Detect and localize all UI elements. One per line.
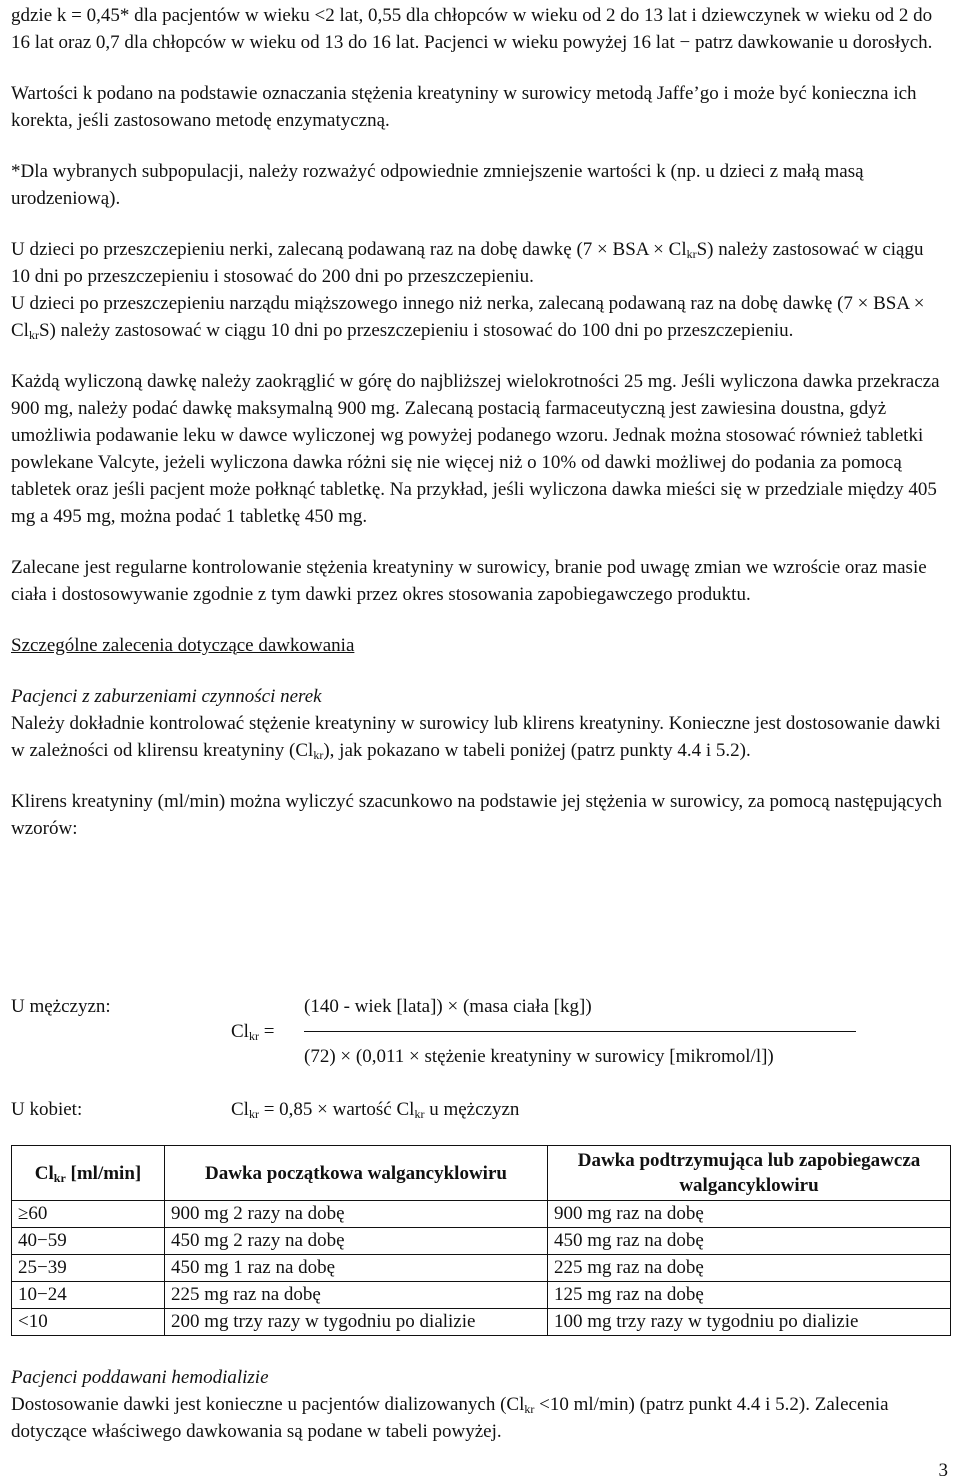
renal-heading: Pacjenci z zaburzeniami czynności nerek <box>11 686 322 707</box>
cell-clearance: <10 <box>12 1309 165 1336</box>
table-row <box>12 1255 951 1282</box>
men-label: U mężczyzn: <box>11 996 111 1017</box>
cell-initial-dose: 450 mg 1 raz na dobę <box>165 1255 548 1282</box>
clearance-estimate-paragraph: Klirens kreatyniny (ml/min) można wyliczyć szacunkowo na podstawie jej stężenia w surowicy, za pomocą następujących wzorów: <box>11 791 943 839</box>
fraction-bar <box>304 1031 856 1032</box>
cell-initial-dose: 900 mg 2 razy na dobę <box>165 1201 548 1228</box>
cell-maintenance-dose: 450 mg raz na dobę <box>548 1228 951 1255</box>
hemodialysis-paragraph: Dostosowanie dawki jest konieczne u pacjentów dializowanych ($Cl_{kr} <10$ ml/min) (patrz punkt 4.4 i 5.2). Zalecenia dotyczące właściwego dawkowania są podane w tabeli powyżej. <box>11 1394 889 1442</box>
table-row <box>12 1228 951 1255</box>
cell-initial-dose: 225 mg raz na dobę <box>165 1282 548 1309</box>
women-label: U kobiet: <box>11 1099 83 1120</box>
table-header-row <box>12 1146 951 1201</box>
formula-cl-men: $Cl_{kr}$ = <box>231 1021 275 1043</box>
cell-maintenance-dose: 125 mg raz na dobę <box>548 1282 951 1309</box>
cell-initial-dose: 200 mg trzy razy w tygodniu po dializie <box>165 1309 548 1336</box>
dose-table <box>11 1145 951 1336</box>
formula-denominator: (72) × (0,011 × stężenie kreatyniny w surowicy [mikromol/l]) <box>304 1046 774 1067</box>
k-values-paragraph: gdzie k = 0,45* dla pacjentów w wieku <2 lat, 0,55 dla chłopców w wieku od 2 do 13 lat i dziewczynek w wieku od 2 do 16 lat oraz 0,7 dla chłopców w wieku od 13 do 16 lat. Pacjenci w wieku powyżej 16 lat − patrz dawkowanie u dorosłych. <box>11 5 933 53</box>
table-row <box>12 1282 951 1309</box>
formula-numerator: (140 - wiek [lata]) × (masa ciała [kg]) <box>304 996 592 1017</box>
cell-clearance: 25−39 <box>12 1255 165 1282</box>
cell-maintenance-dose: 225 mg raz na dobę <box>548 1255 951 1282</box>
col-clearance-header: $Cl_{kr}$ [ml/min] <box>12 1146 165 1201</box>
monitoring-paragraph: Zalecane jest regularne kontrolowanie stężenia kreatyniny w surowicy, branie pod uwagę zmian we wzroście oraz masie ciała i dostosowywanie zgodnie z tym dawki przez okres stosowania zapobiegawczego produktu. <box>11 557 927 605</box>
section-title: Szczególne zalecenia dotyczące dawkowania <box>11 635 355 656</box>
jaffe-paragraph: Wartości k podano na podstawie oznaczania stężenia kreatyniny w surowicy metodą Jaffe’go i może być konieczna ich korekta, jeśli zastosowano metodę enzymatyczną. <box>11 83 917 131</box>
cell-maintenance-dose: 900 mg raz na dobę <box>548 1201 951 1228</box>
cell-clearance: 40−59 <box>12 1228 165 1255</box>
hemodialysis-heading: Pacjenci poddawani hemodializie <box>11 1367 269 1388</box>
formula-cl-women: $Cl_{kr} = 0,85$ × wartość $Cl_{kr}$ u mężczyzn <box>231 1099 520 1121</box>
col-maintenance-dose-header: Dawka podtrzymująca lub zapobiegawcza walgancyklowiru <box>548 1146 951 1201</box>
col-initial-dose-header: Dawka początkowa walgancyklowiru <box>165 1146 548 1201</box>
cell-clearance: 10−24 <box>12 1282 165 1309</box>
solid-organ-paragraph: U dzieci po przeszczepieniu narządu miąższowego innego niż nerka, zalecaną podawaną raz na dobę dawkę (7 × BSA × $Cl_{kr}S$) należy zastosować w ciągu 10 dni po przeszczepieniu i stosować do 100 dni po przeszczepieniu. <box>11 293 925 342</box>
table-row <box>12 1309 951 1336</box>
subpopulation-note: *Dla wybranych subpopulacji, należy rozważyć odpowiednie zmniejszenie wartości k (np. u dzieci z małą masą urodzeniową). <box>11 161 864 209</box>
table-row <box>12 1201 951 1228</box>
rounding-paragraph: Każdą wyliczoną dawkę należy zaokrąglić w górę do najbliższej wielokrotności 25 mg. Jeśli wyliczona dawka przekracza 900 mg, należy podać dawkę maksymalną 900 mg. Zalecaną postacią farmaceutyczną jest zawiesina doustna, gdyż umożliwia podawanie leku w dawce wyliczonej wg powyżej podanego wzoru. Jednak można stosować również tabletki powlekane Valcyte, jeżeli wyliczona dawka różni się nie więcej niż o 10% od dawki możliwej do podania za pomocą tabletek oraz jeśli pacjent może połknąć tabletkę. Na przykład, jeśli wyliczona dawka mieści się w przedziale między 405 mg a 495 mg, można podać 1 tabletkę 450 mg. <box>11 371 940 527</box>
page-number: 3 <box>938 1460 948 1481</box>
renal-paragraph: Należy dokładnie kontrolować stężenie kreatyniny w surowicy lub klirens kreatyniny. Konieczne jest dostosowanie dawki w zależności od klirensu kreatyniny $(Cl_{kr})$, jak pokazano w tabeli poniżej (patrz punkty 4.4 i 5.2). <box>11 713 941 762</box>
cell-maintenance-dose: 100 mg trzy razy w tygodniu po dializie <box>548 1309 951 1336</box>
cell-clearance: ≥60 <box>12 1201 165 1228</box>
kidney-transplant-paragraph: U dzieci po przeszczepieniu nerki, zalecaną podawaną raz na dobę dawkę (7 × BSA × $Cl_{kr}S$) należy zastosować w ciągu 10 dni po przeszczepieniu i stosować do 200 dni po przeszczepieniu. <box>11 239 924 287</box>
cell-initial-dose: 450 mg 2 razy na dobę <box>165 1228 548 1255</box>
